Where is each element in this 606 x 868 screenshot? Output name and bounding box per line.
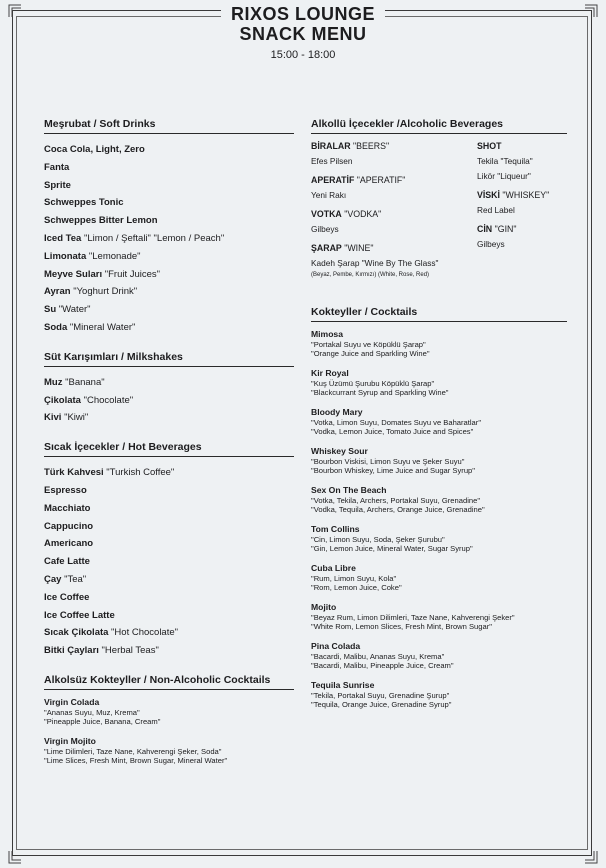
menu-item-name: Çikolata (44, 394, 81, 406)
cocktail-item (311, 446, 567, 475)
cocktail-ingredients-en: "Vodka, Tequila, Archers, Orange Juice, Grenadine" (311, 505, 485, 514)
menu-item-name: Sıcak Çikolata (44, 627, 109, 639)
cocktail-ingredients-en: "Rom, Lemon Juice, Coke" (311, 583, 402, 592)
menu-item-name: Cappucino (44, 520, 94, 532)
beverage-item: Red Label (477, 205, 515, 215)
menu-item-translation: "Chocolate" (80, 394, 134, 406)
beverage-category-name: SHOT (477, 141, 502, 151)
menu-item-name: Sprite (44, 179, 71, 191)
cocktail-name: Tequila Sunrise (311, 680, 375, 690)
cocktail-item (311, 407, 567, 436)
menu-item-translation: "Mineral Water" (67, 321, 136, 333)
cocktail-ingredients-en: "Pineapple Juice, Banana, Cream" (44, 716, 161, 726)
cocktail-name: Kir Royal (311, 368, 349, 378)
menu-item (44, 518, 294, 536)
menu-item (44, 283, 294, 301)
soft-drinks-title: Meşrubat / Soft Drinks (44, 118, 294, 134)
cocktail-ingredients-en: "Gin, Lemon Juice, Mineral Water, Sugar Syrup" (311, 544, 473, 553)
beverage-category-name: CİN (477, 224, 493, 234)
menu-item-name: Cafe Latte (44, 556, 90, 568)
menu-item (44, 607, 294, 625)
menu-title-line1: RIXOS LOUNGE (230, 4, 375, 24)
beverage-note: (Beyaz, Pembe, Kırmızı) (White, Rose, Red) (311, 272, 430, 278)
cocktail-name: Mimosa (311, 329, 343, 339)
beverage-category (311, 243, 471, 253)
alcoholic-beverages-title: Alkollü İçecekler /Alcoholic Beverages (311, 118, 567, 134)
cocktail-ingredients-tr: "Kuş Üzümü Şurubu Köpüklü Şarap" (311, 379, 435, 388)
cocktail-ingredients-tr: "Beyaz Rum, Limon Dilimleri, Taze Nane, Kahverengi Şeker" (311, 613, 515, 622)
beverage-item: Efes Pilsen (311, 156, 353, 166)
menu-item (44, 266, 294, 284)
beverage-item: Kadeh Şarap "Wine By The Glass" (311, 258, 439, 268)
menu-item (44, 374, 294, 392)
cocktails-title: Kokteyller / Cocktails (311, 306, 567, 322)
cocktail-name: Tom Collins (311, 524, 360, 534)
beverage-category (311, 209, 471, 219)
beverage-category-name: APERATİF (311, 175, 355, 185)
menu-item (44, 624, 294, 642)
menu-item (44, 392, 294, 410)
menu-item-name: Su (44, 304, 57, 316)
menu-item-translation: "Hot Chocolate" (108, 627, 179, 639)
cocktail-item (311, 368, 567, 397)
cocktail-ingredients-en: "Orange Juice and Sparkling Wine" (311, 349, 430, 358)
cocktail-name: Virgin Mojito (44, 735, 96, 746)
cocktail-name: Sex On The Beach (311, 485, 387, 495)
beverage-category (311, 175, 471, 185)
alcoholic-beverages-right (477, 141, 567, 278)
beverage-category (477, 190, 567, 200)
cocktail-ingredients-en: "Blackcurrant Syrup and Sparkling Wine" (311, 388, 449, 397)
menu-item-name: Ayran (44, 286, 71, 298)
menu-item-translation: "Lemonade" (86, 250, 141, 262)
menu-item-name: Muz (44, 376, 63, 388)
menu-item-name: Bitki Çayları (44, 645, 99, 657)
cocktail-name: Mojito (311, 602, 337, 612)
cocktail-item (44, 697, 294, 726)
menu-item-name: Americano (44, 538, 94, 550)
menu-item (44, 464, 294, 482)
cocktail-ingredients-tr: "Tekila, Portakal Suyu, Grenadine Şurup" (311, 691, 450, 700)
cocktail-name: Pina Colada (311, 641, 361, 651)
menu-hours: 15:00 - 18:00 (270, 49, 336, 61)
menu-item (44, 159, 294, 177)
menu-item (44, 500, 294, 518)
menu-item-translation: "Fruit Juices" (102, 268, 161, 280)
cocktail-item (44, 736, 294, 765)
beverage-category-name: ŞARAP (311, 243, 342, 253)
menu-item (44, 642, 294, 660)
cocktail-ingredients-tr: "Cin, Limon Suyu, Soda, Şeker Şurubu" (311, 535, 445, 544)
cocktail-name: Cuba Libre (311, 563, 356, 573)
menu-item-translation: "Tea" (61, 573, 87, 585)
menu-item (44, 248, 294, 266)
beverage-item: Yeni Rakı (311, 190, 347, 200)
left-column (44, 118, 294, 775)
cocktails-list (311, 329, 567, 709)
beverage-category-translation: "APERATIF" (354, 175, 406, 185)
alcoholic-beverages-grid (311, 141, 567, 278)
menu-item (44, 482, 294, 500)
menu-item-name: Ice Coffee (44, 591, 90, 603)
beverage-category (477, 141, 567, 151)
beverage-category-translation: "WHISKEY" (499, 190, 550, 200)
menu-item (44, 212, 294, 230)
cocktail-ingredients-en: "Bourbon Whiskey, Lime Juice and Sugar Syrup" (311, 466, 475, 475)
menu-item-name: Ice Coffee Latte (44, 609, 115, 621)
menu-item (44, 589, 294, 607)
menu-item-name: Fanta (44, 161, 70, 173)
non-alcoholic-cocktails-list (44, 697, 294, 765)
menu-item-translation: "Limon / Şeftali" "Lemon / Peach" (81, 232, 225, 244)
menu-item-translation: "Yoghurt Drink" (70, 286, 138, 298)
right-column (311, 118, 567, 719)
beverage-category-name: VOTKA (311, 209, 342, 219)
non-alcoholic-cocktails-title: Alkolsüz Kokteyller / Non-Alcoholic Cocktails (44, 674, 294, 690)
cocktail-name: Whiskey Sour (311, 446, 368, 456)
menu-item (44, 571, 294, 589)
menu-item (44, 177, 294, 195)
cocktail-ingredients-tr: "Ananas Suyu, Muz, Krema" (44, 707, 140, 717)
menu-item (44, 535, 294, 553)
menu-item-name: Meyve Suları (44, 268, 103, 280)
cocktail-item (311, 329, 567, 358)
beverage-item: Likör "Liqueur" (477, 171, 531, 181)
cocktail-ingredients-tr: "Votka, Limon Suyu, Domates Suyu ve Baharatlar" (311, 418, 482, 427)
hot-beverages-list (44, 464, 294, 660)
cocktail-ingredients-tr: "Rum, Limon Suyu, Kola" (311, 574, 397, 583)
menu-item (44, 301, 294, 319)
soft-drinks-list (44, 141, 294, 337)
milkshakes-title: Süt Karışımları / Milkshakes (44, 351, 294, 367)
beverage-category-translation: "WINE" (341, 243, 374, 253)
cocktail-item (311, 680, 567, 709)
cocktail-ingredients-en: "Vodka, Lemon Juice, Tomato Juice and Spices" (311, 427, 474, 436)
menu-item-translation: "Herbal Teas" (98, 645, 159, 657)
cocktail-item (311, 563, 567, 592)
corner-ornament-icon (584, 850, 598, 864)
menu-item-name: Coca Cola, Light, Zero (44, 144, 145, 155)
milkshakes-list (44, 374, 294, 427)
cocktail-item (311, 602, 567, 631)
menu-item (44, 319, 294, 337)
menu-item-name: Limonata (44, 250, 87, 262)
menu-item-translation: "Kiwi" (61, 412, 89, 424)
cocktail-item (311, 524, 567, 553)
beverage-category-translation: "BEERS" (350, 141, 390, 151)
menu-item-name: Kivi (44, 412, 62, 424)
menu-item (44, 553, 294, 571)
cocktail-name: Bloody Mary (311, 407, 363, 417)
menu-item-name: Iced Tea (44, 232, 82, 244)
cocktail-ingredients-tr: "Lime Dilimleri, Taze Nane, Kahverengi Şeker, Soda" (44, 746, 222, 756)
menu-item-translation: "Banana" (62, 376, 105, 388)
cocktail-ingredients-en: "Bacardi, Malibu, Pineapple Juice, Cream" (311, 661, 454, 670)
beverage-item: Gilbeys (477, 239, 505, 249)
cocktail-ingredients-tr: "Bacardi, Malibu, Ananas Suyu, Krema" (311, 652, 445, 661)
beverage-category (477, 224, 567, 234)
menu-item-name: Espresso (44, 484, 87, 496)
menu-item-translation: "Water" (56, 304, 91, 316)
beverage-category-name: BİRALAR (311, 141, 351, 151)
menu-item-translation: "Turkish Coffee" (103, 467, 175, 479)
beverage-category-translation: "GIN" (492, 224, 517, 234)
menu-item-name: Schweppes Bitter Lemon (44, 215, 158, 227)
beverage-category (311, 141, 471, 151)
cocktail-ingredients-tr: "Votka, Tekila, Archers, Portakal Suyu, Grenadine" (311, 496, 481, 505)
corner-ornament-icon (8, 850, 22, 864)
menu-item-name: Çay (44, 573, 62, 585)
cocktail-ingredients-tr: "Portakal Suyu ve Köpüklü Şarap" (311, 340, 426, 349)
menu-item (44, 230, 294, 248)
cocktail-ingredients-en: "White Rom, Lemon Slices, Fresh Mint, Brown Sugar" (311, 622, 492, 631)
cocktail-ingredients-en: "Lime Slices, Fresh Mint, Brown Sugar, Mineral Water" (44, 755, 228, 765)
beverage-item: Gilbeys (311, 224, 339, 234)
menu-item-name: Macchiato (44, 502, 91, 514)
hot-beverages-title: Sıcak İçecekler / Hot Beverages (44, 441, 294, 457)
menu-item (44, 141, 294, 159)
cocktail-item (311, 485, 567, 514)
cocktail-ingredients-en: "Tequila, Orange Juice, Grenadine Syrup" (311, 700, 452, 709)
alcoholic-beverages-left (311, 141, 471, 278)
menu-header (0, 4, 606, 61)
beverage-category-translation: "VODKA" (341, 209, 382, 219)
beverage-category-name: VİSKİ (477, 190, 500, 200)
menu-item-name: Schweppes Tonic (44, 197, 124, 209)
menu-item (44, 409, 294, 427)
menu-item-name: Soda (44, 321, 68, 333)
cocktail-ingredients-tr: "Bourbon Viskisi, Limon Suyu ve Şeker Suyu" (311, 457, 465, 466)
menu-item (44, 194, 294, 212)
menu-item-name: Türk Kahvesi (44, 467, 104, 479)
cocktail-name: Virgin Colada (44, 696, 100, 707)
menu-title-line2: SNACK MENU (239, 24, 367, 44)
beverage-item: Tekila "Tequila" (477, 156, 533, 166)
cocktail-item (311, 641, 567, 670)
